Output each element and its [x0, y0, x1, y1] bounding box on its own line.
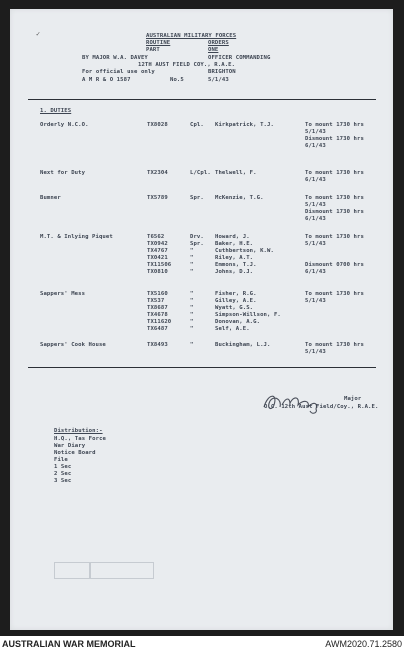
duty-time: 5/1/43 [305, 349, 326, 355]
distribution-item: File [54, 457, 68, 463]
rank: Spr. [190, 241, 204, 247]
distribution-item: 1 Sec [54, 464, 72, 470]
distribution-item: 3 Sec [54, 478, 72, 484]
duty-label: Sappers' Cook House [40, 342, 106, 348]
duty-time: 5/1/43 [305, 202, 326, 208]
rank: " [190, 326, 194, 332]
duty-time: To mount 1730 hrs [305, 234, 364, 240]
corner-mark: ✓ [36, 30, 41, 38]
service-number: TX11506 [147, 262, 172, 268]
duty-label: M.T. & Inlying Piquet [40, 234, 113, 240]
soldier-name: Donovan, A.G. [215, 319, 261, 325]
duty-label: Sappers' Mess [40, 291, 86, 297]
soldier-name: Johns, D.J. [215, 269, 254, 275]
rank: " [190, 305, 194, 311]
header-org: AUSTRALIAN MILITARY FORCES [146, 33, 237, 39]
service-number: TX11620 [147, 319, 172, 325]
header-by-line: BY MAJOR W.A. DAVEY [82, 55, 148, 61]
header-part: PART [146, 47, 160, 53]
duty-time: Dismount 1730 hrs [305, 209, 364, 215]
service-number: TX0942 [147, 241, 168, 247]
duty-time: 5/1/43 [305, 298, 326, 304]
duty-time: 6/1/43 [305, 143, 326, 149]
service-number: TX4678 [147, 312, 168, 318]
header-officer: OFFICER COMMANDING [208, 55, 271, 61]
soldier-name: Cuthbertson, K.W. [215, 248, 274, 254]
header-ref: A M R & O 1587 [82, 77, 131, 83]
service-number: TX2304 [147, 170, 168, 176]
service-number: TX8028 [147, 122, 168, 128]
header-routine: ROUTINE [146, 40, 171, 46]
duty-time: To mount 1730 hrs [305, 342, 364, 348]
duty-time: 6/1/43 [305, 177, 326, 183]
document-page [10, 9, 393, 630]
service-number: TX5789 [147, 195, 168, 201]
duties-rule [28, 367, 376, 368]
footer-bar [0, 636, 404, 653]
service-number: TX4767 [147, 248, 168, 254]
duty-time: 5/1/43 [305, 241, 326, 247]
soldier-name: Wyatt, G.S. [215, 305, 254, 311]
header-unit: 12TH AUST FIELD COY., R.A.E. [138, 62, 236, 68]
soldier-name: Fisher, R.G. [215, 291, 257, 297]
header-date: 5/1/43 [208, 77, 229, 83]
duty-time: 6/1/43 [305, 269, 326, 275]
rank: " [190, 312, 194, 318]
stamp-box-right [90, 562, 154, 579]
soldier-name: McKenzie, T.G. [215, 195, 264, 201]
rank: Cpl. [190, 122, 204, 128]
rank: Spr. [190, 195, 204, 201]
distribution-item: War Diary [54, 443, 86, 449]
duty-time: To mount 1730 hrs [305, 291, 364, 297]
distribution-item: Notice Board [54, 450, 96, 456]
rank: " [190, 248, 194, 254]
rank: " [190, 342, 194, 348]
duty-label: Bumner [40, 195, 61, 201]
service-number: TX8687 [147, 305, 168, 311]
duty-label: Orderly N.C.O. [40, 122, 89, 128]
soldier-name: Buckingham, L.J. [215, 342, 271, 348]
service-number: TX8493 [147, 342, 168, 348]
duty-time: To mount 1730 hrs [305, 195, 364, 201]
section-title: 1. DUTIES [40, 108, 72, 114]
rank: " [190, 291, 194, 297]
duty-time: To mount 1730 hrs [305, 122, 364, 128]
signature-title: O.C. 12th Aust Field/Coy., R.A.E. [264, 404, 379, 410]
service-number: TX0810 [147, 269, 168, 275]
rank: " [190, 269, 194, 275]
footer-accession: AWM2020.71.2580 [325, 639, 402, 649]
soldier-name: Emmons, T.J. [215, 262, 257, 268]
soldier-name: Gilley, A.E. [215, 298, 257, 304]
duty-time: Dismount 1730 hrs [305, 136, 364, 142]
header-rule [28, 99, 376, 100]
duty-time: To mount 1730 hrs [305, 170, 364, 176]
header-location: BRIGHTON [208, 69, 236, 75]
soldier-name: Riley, A.T. [215, 255, 254, 261]
footer-institution: AUSTRALIAN WAR MEMORIAL [2, 639, 136, 649]
soldier-name: Simpson-Willson, F. [215, 312, 281, 318]
soldier-name: Thelwell, F. [215, 170, 257, 176]
soldier-name: Self, A.E. [215, 326, 250, 332]
duty-time: 6/1/43 [305, 216, 326, 222]
service-number: TX0421 [147, 255, 168, 261]
stamp-box-left [54, 562, 90, 579]
soldier-name: Baker, H.E. [215, 241, 254, 247]
header-orders: ORDERS [208, 40, 229, 46]
distribution-item: 2 Sec [54, 471, 72, 477]
duty-time: Dismount 0700 hrs [305, 262, 364, 268]
rank: Drv. [190, 234, 204, 240]
duty-label: Next for Duty [40, 170, 86, 176]
header-part-no: ONE [208, 47, 219, 53]
service-number: T6562 [147, 234, 165, 240]
signature-rank: Major [344, 396, 362, 402]
soldier-name: Howard, J. [215, 234, 250, 240]
rank: " [190, 255, 194, 261]
rank: " [190, 262, 194, 268]
distribution-item: H.Q., Tas Force [54, 436, 107, 442]
service-number: TX5160 [147, 291, 168, 297]
service-number: TX537 [147, 298, 165, 304]
header-number: No.5 [170, 77, 184, 83]
distribution-title: Distribution:- [54, 428, 103, 434]
soldier-name: Kirkpatrick, T.J. [215, 122, 274, 128]
service-number: TX6487 [147, 326, 168, 332]
signature-icon [260, 389, 330, 417]
rank: " [190, 298, 194, 304]
duty-time: 5/1/43 [305, 129, 326, 135]
rank: " [190, 319, 194, 325]
header-official: For official use only [82, 69, 155, 75]
rank: L/Cpl. [190, 170, 211, 176]
